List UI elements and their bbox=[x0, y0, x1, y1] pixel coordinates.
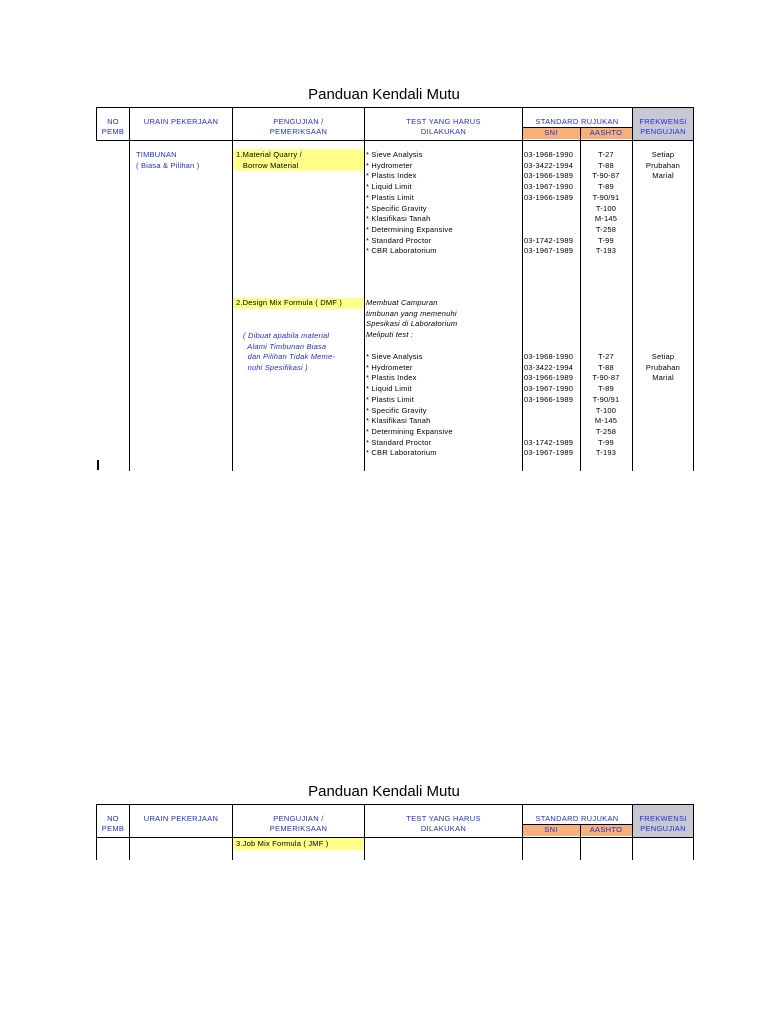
aashto-list-b: T-27 T-88 T-90-87 T-89 T-90/91 T-100 M-145 T-258 T-99 T-193 bbox=[592, 352, 620, 458]
p2-header-test: TEST YANG HARUS bbox=[406, 814, 481, 823]
frekwensi-a: Setiap Prubahan Marial bbox=[645, 150, 681, 181]
item1-label-2: Borrow Material bbox=[236, 161, 299, 170]
header-pengujian-2: PEMERIKSAAN bbox=[269, 127, 328, 136]
urain-subtitle: ( Biasa & Pilihan ) bbox=[136, 161, 200, 170]
frekwensi-b: Setiap Prubahan Marial bbox=[645, 352, 681, 383]
item2-label: 2.Design Mix Formula ( DMF ) bbox=[236, 298, 343, 307]
p2-header-no: NO bbox=[107, 814, 119, 823]
header-sni: SNI bbox=[544, 128, 558, 137]
header-urain: URAIN PEKERJAAN bbox=[143, 117, 219, 126]
p2-header-pengujian: PENGUJIAN / bbox=[273, 814, 324, 823]
p2-header-bottom-border bbox=[96, 837, 693, 838]
col-border-5 bbox=[580, 128, 581, 471]
col-border-0-body bbox=[97, 460, 99, 470]
header-test-2: DILAKUKAN bbox=[420, 127, 467, 136]
aashto-list-a: T-27 T-88 T-90-87 T-89 T-90/91 T-100 M-145 T-258 T-99 T-193 bbox=[592, 150, 620, 256]
item3-label: 3.Job Mix Formula ( JMF ) bbox=[236, 839, 329, 848]
tests-list-b: * Sieve Analysis * Hydrometer * Plastis Index * Liquid Limit * Plastis Limit * Specific Gravity * Klasifikasi Tanah * Determining Expansive * Standard Proctor * CBR Laboratorium bbox=[366, 352, 453, 458]
header-aashto: AASHTO bbox=[589, 128, 623, 137]
p2-header-urain: URAIN PEKERJAAN bbox=[143, 814, 219, 823]
page2-title: Panduan Kendali Mutu bbox=[308, 783, 460, 800]
col-border-7 bbox=[693, 107, 694, 471]
p2-header-test-2: DILAKUKAN bbox=[420, 824, 467, 833]
header-test: TEST YANG HARUS bbox=[406, 117, 481, 126]
p2-header-pengujian-2: PEMERIKSAAN bbox=[269, 824, 328, 833]
tests-list-a: * Sieve Analysis * Hydrometer * Plastis Index * Liquid Limit * Plastis Limit * Specific Gravity * Klasifikasi Tanah * Determining Expansive * Standard Proctor * CBR Laboratorium bbox=[366, 150, 453, 256]
header-bottom-border bbox=[96, 140, 693, 141]
col-border-4 bbox=[522, 107, 523, 471]
p2-col-border-1 bbox=[129, 804, 130, 860]
sni-list-a: 03-1968-1990 03-3422-1994 03-1966-1989 03-1967-1990 03-1966-1989 03-1742-1989 03-1967-1989 bbox=[524, 150, 574, 256]
p2-header-standard: STANDARD RUJUKAN bbox=[535, 814, 619, 823]
p2-header-sni: SNI bbox=[544, 825, 558, 834]
table-top-border bbox=[96, 107, 693, 108]
item2-note: ( Dibuat apabila material Alami Timbunan Biasa dan Pilihan Tidak Meme- nuhi Spesifikasi ) bbox=[243, 331, 336, 373]
dmf-intro: Membuat Campuran timbunan yang memenuhi Spesikasi di Laboratorium Meliputi test : bbox=[366, 298, 458, 340]
p2-header-frekwensi-2: PENGUJIAN bbox=[640, 824, 686, 833]
p2-table-top-border bbox=[96, 804, 693, 805]
sni-list-b: 03-1968-1990 03-3422-1994 03-1966-1989 03-1967-1990 03-1966-1989 03-1742-1989 03-1967-1989 bbox=[524, 352, 574, 458]
header-standard: STANDARD RUJUKAN bbox=[535, 117, 619, 126]
col-border-1 bbox=[129, 107, 130, 471]
p2-header-no-2: PEMB bbox=[101, 824, 125, 833]
header-frekwensi-2: PENGUJIAN bbox=[640, 127, 686, 136]
p2-header-frekwensi: FREKWENSI bbox=[639, 814, 687, 823]
header-no: NO bbox=[107, 117, 119, 126]
urain-title: TIMBUNAN bbox=[136, 150, 177, 159]
header-frekwensi: FREKWENSI bbox=[639, 117, 687, 126]
p2-col-border-7 bbox=[693, 804, 694, 860]
item1-label: 1.Material Quarry / bbox=[236, 150, 302, 159]
col-border-3 bbox=[364, 107, 365, 471]
page-title: Panduan Kendali Mutu bbox=[308, 86, 460, 103]
header-pengujian: PENGUJIAN / bbox=[273, 117, 324, 126]
p2-header-aashto: AASHTO bbox=[589, 825, 623, 834]
header-no-2: PEMB bbox=[101, 127, 125, 136]
